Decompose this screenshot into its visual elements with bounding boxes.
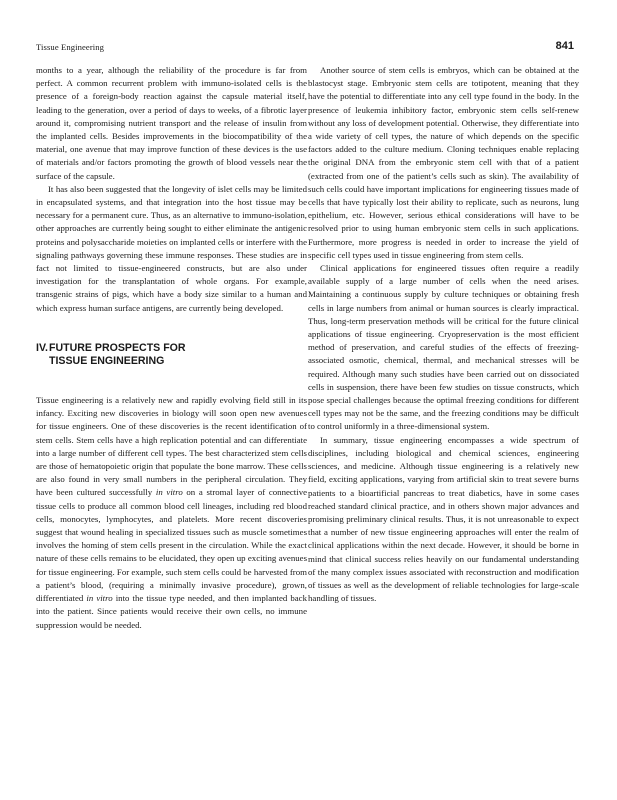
- paragraph: Clinical applications for engineered tissues often require a readily available supply of a large number of cells when the need arises. Maintaining a continuous supply by culture techniques or obtaining fresh cells in large numbers from animal or human sources is clearly impractical. Thus, long-term preservation methods will be critical for the future clinical applications of tissue engineering. Cryopreservation is the most efficient method of preservation, and careful studies of the effects of freezing-associated osmotic, chemical, thermal, and mechanical stresses will be required. Although many such studies have been carried out on dissociated cells in suspension, there have been few studies on tissue constructs, which pose special challenges because the optimal freezing conditions for different cell types may not be the same, and the freezing conditions may be difficult to control uniformly in a three-dimensional system.: [308, 263, 579, 432]
- page-number: 841: [555, 40, 574, 52]
- paragraph: [36, 394, 307, 632]
- paragraph: Another source of stem cells is embryos, which can be obtained at the blastocyst stage. Embryonic stem cells are totipotent, meaning that they have the potential to differentiate into any cell type found in the body. In the presence of leukemia inhibitory factor, embryonic stem cells self-renew without any loss of development potential. Otherwise, they differentiate into a wide variety of cell types, the nature of which depends on the specific factors added to the culture medium. Cloning techniques enable replacing the original DNA from the embryonic stem cell with that of a patient (extracted from one of the patient’s cells such as skin). The availability of such cells could have important implications for engineering tissues made of cells that have typically lost their ability to replicate, such as neurons, lung epithelium, etc. However, serious ethical considerations will have to be resolved prior to using human embryonic stem cells in such applications. Furthermore, more progress is needed in order to increase the yield of specific cell types used in tissue engineering from stem cells.: [308, 65, 579, 260]
- paragraph: months to a year, although the reliability of the procedure is far from perfect. A common recurrent problem with immuno-isolated cells is the presence of a foreign-body reaction against the capsule material itself, leading to the generation, over a period of days to weeks, of a fibrotic layer around it, compromising nutrient transport and the release of insulin from the implanted cells. Besides improvements in the biocompatibility of the material, one avenue that may improve function of these devices is the use of materials and/or factors promoting the growth of blood vessels near the surface of the capsule.: [36, 65, 307, 181]
- right-column: [308, 64, 579, 605]
- italic-term: in vitro: [155, 487, 183, 498]
- paragraph: In summary, tissue engineering encompasses a wide spectrum of disciplines, including biological and chemical sciences, engineering sciences, and medicine. Although tissue engineering is a relatively new field, exciting applications, varying from artificial skin to treat severe burns patients to a bioartificial pancreas to treat diabetics, have in some cases reached standard clinical practice, and in others shown major advances and promising preliminary clinical results. Thus, it is not unreasonable to expect that a number of new tissue engineering approaches will enter the realm of clinical applications within the next decade. However, it should be borne in mind that clinical success relies heavily on our fundamental understanding of the many complex issues associated with reconstruction and modification of tissues as well as the development of reliable technologies for large-scale handling of tissues.: [308, 434, 579, 604]
- paragraph: It has also been suggested that the longevity of islet cells may be limited in encapsulated systems, and that integration into the host tissue may be necessary for a permanent cure. Thus, as an alternative to immuno-isolation, other approaches are currently being sought to either eliminate the antigenic proteins and polysaccharide moieties on implanted cells or interfere with the signaling pathways governing these immune responses. These studies are in fact not limited to tissue-engineered constructs, but are also under investigation for the transplantation of whole organs. For example, transgenic strains of pigs, which have a body size similar to a human and which express human surface antigens, are currently being developed.: [36, 183, 307, 313]
- paragraph-text: into the tissue type needed, and then implanted back into the patient. Since patients would receive their own cells, no immune suppression would be needed.: [36, 593, 307, 630]
- running-title: Tissue Engineering: [36, 42, 105, 52]
- section-title-line-2: TISSUE ENGINEERING: [49, 355, 165, 368]
- paragraph-text: on a stromal layer of connective tissue cells to produce all common blood cell lineages, including red blood cells, monocytes, lymphocytes, and platelets. More recent discoveries suggest that wound healing in specialized tissues such as muscle sometimes involves the homing of stem cells present in the circulation. While the exact nature of these cells remains to be elucidated, they open up exciting avenues for tissue engineering. For example, such stem cells could be harvested from a patient’s blood, (requiring a minimally invasive procedure), grown, differentiated: [36, 487, 308, 604]
- section-heading: [36, 342, 307, 369]
- left-column: [36, 64, 307, 632]
- section-number: IV.: [36, 341, 48, 354]
- italic-term: in vitro: [86, 593, 113, 604]
- paragraph-text: Tissue engineering is a relatively new and rapidly evolving field still in its infancy. Exciting new discoveries in biology will soon open new avenues for tissue engineers. One of these discoveries is the recent identification of stem cells. Stem cells have a high replication potential and can differentiate into a large number of different cell types. The best characterized stem cells are those of hematopoietic origin that populate the bone marrow. These cells are also found in very small numbers in the peripheral circulation. They have been cultured successfully: [36, 395, 307, 498]
- section-title-line-1: FUTURE PROSPECTS FOR: [49, 341, 186, 354]
